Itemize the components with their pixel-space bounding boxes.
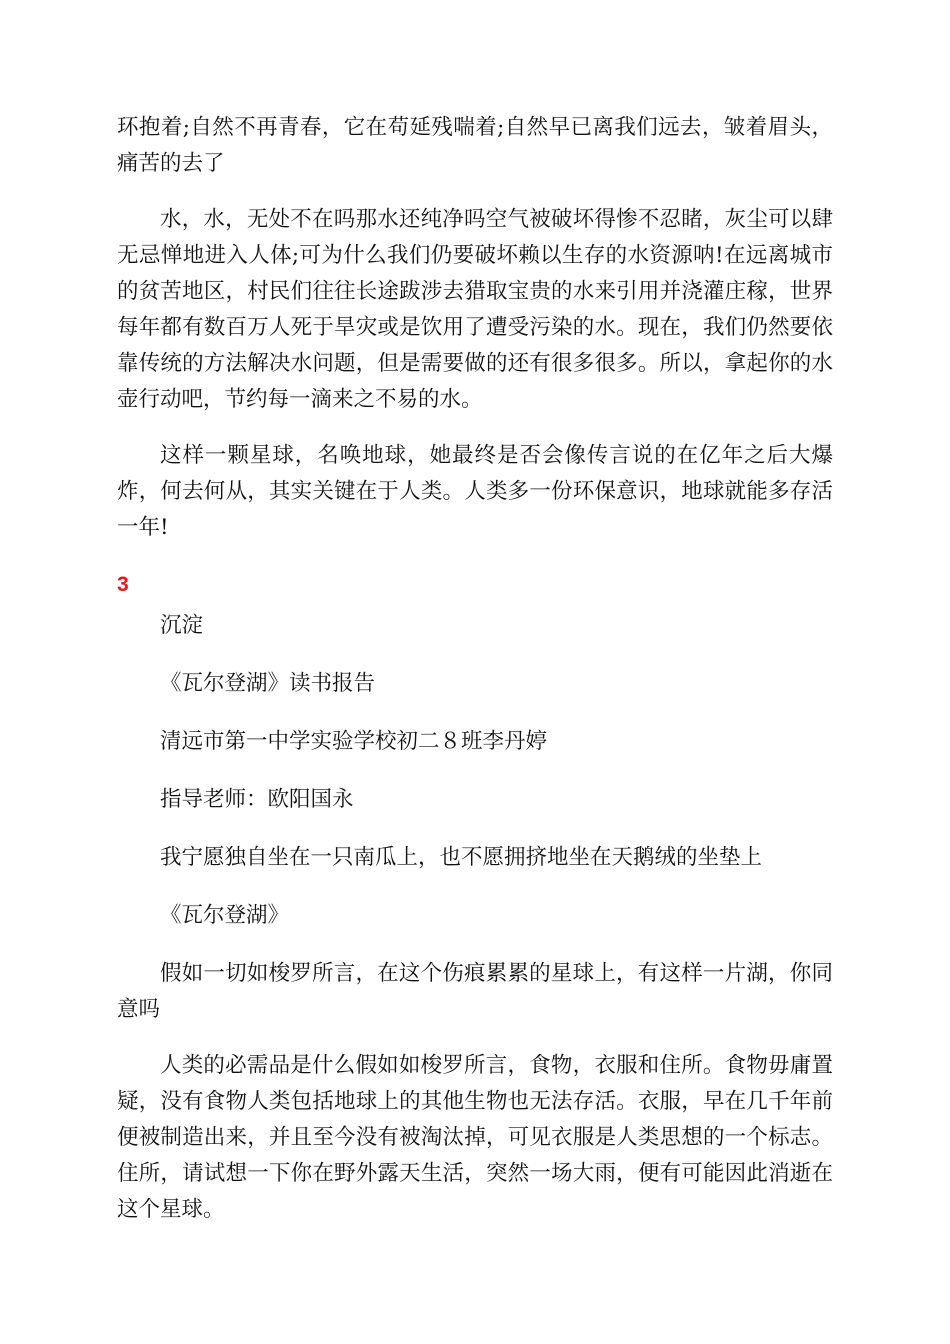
paragraph-water: 水，水，无处不在吗那水还纯净吗空气被破坏得惨不忍睹，灰尘可以肆无忌惮地进入人体;可为什么我们仍要破坏赖以生存的水资源呐!在远离城市的贫苦地区，村民们往往长途跋涉去猎取宝贵的水来引用并浇灌庄稼，世界每年都有数百万人死于旱灾或是饮用了遭受污染的水。现在，我们仍然要依靠传统的方法解决水问题，但是需要做的还有很多很多。所以，拿起你的水壶行动吧，节约每一滴来之不易的水。 [117,207,833,412]
epigraph-quote: 我宁愿独自坐在一只南瓜上，也不愿拥挤地坐在天鹅绒的坐垫上 [160,845,763,870]
paragraph-continuation: 环抱着;自然不再青春，它在苟延残喘着;自然早已离我们远去，皱着眉头，痛苦的去了 [117,115,833,176]
paragraph-earth: 这样一颗星球，名唤地球，她最终是否会像传言说的在亿年之后大爆炸，何去何从，其实关键在于人类。人类多一份环保意识，地球就能多存活一年! [117,443,833,540]
paragraph-lake: 假如一切如梭罗所言，在这个伤痕累累的星球上，有这样一片湖，你同意吗 [117,961,833,1022]
section-number: 3 [117,573,129,596]
paragraph-necessities: 人类的必需品是什么假如如梭罗所言，食物，衣服和住所。食物毋庸置疑，没有食物人类包括地球上的其他生物也无法存活。衣服，早在几千年前便被制造出来，并且至今没有被淘汰掉，可见衣服是人类思想的一个标志。住所，请试想一下你在野外露天生活，突然一场大雨，便有可能因此消逝在这个星球。 [117,1053,833,1222]
author-line: 清远市第一中学实验学校初二８班李丹婷 [160,729,548,754]
advisor-line: 指导老师：欧阳国永 [160,787,354,812]
essay-title: 沉淀 [160,613,204,638]
epigraph-source: 《瓦尔登湖》 [160,903,290,928]
essay-subtitle: 《瓦尔登湖》读书报告 [160,671,376,696]
document-body [117,110,833,1228]
